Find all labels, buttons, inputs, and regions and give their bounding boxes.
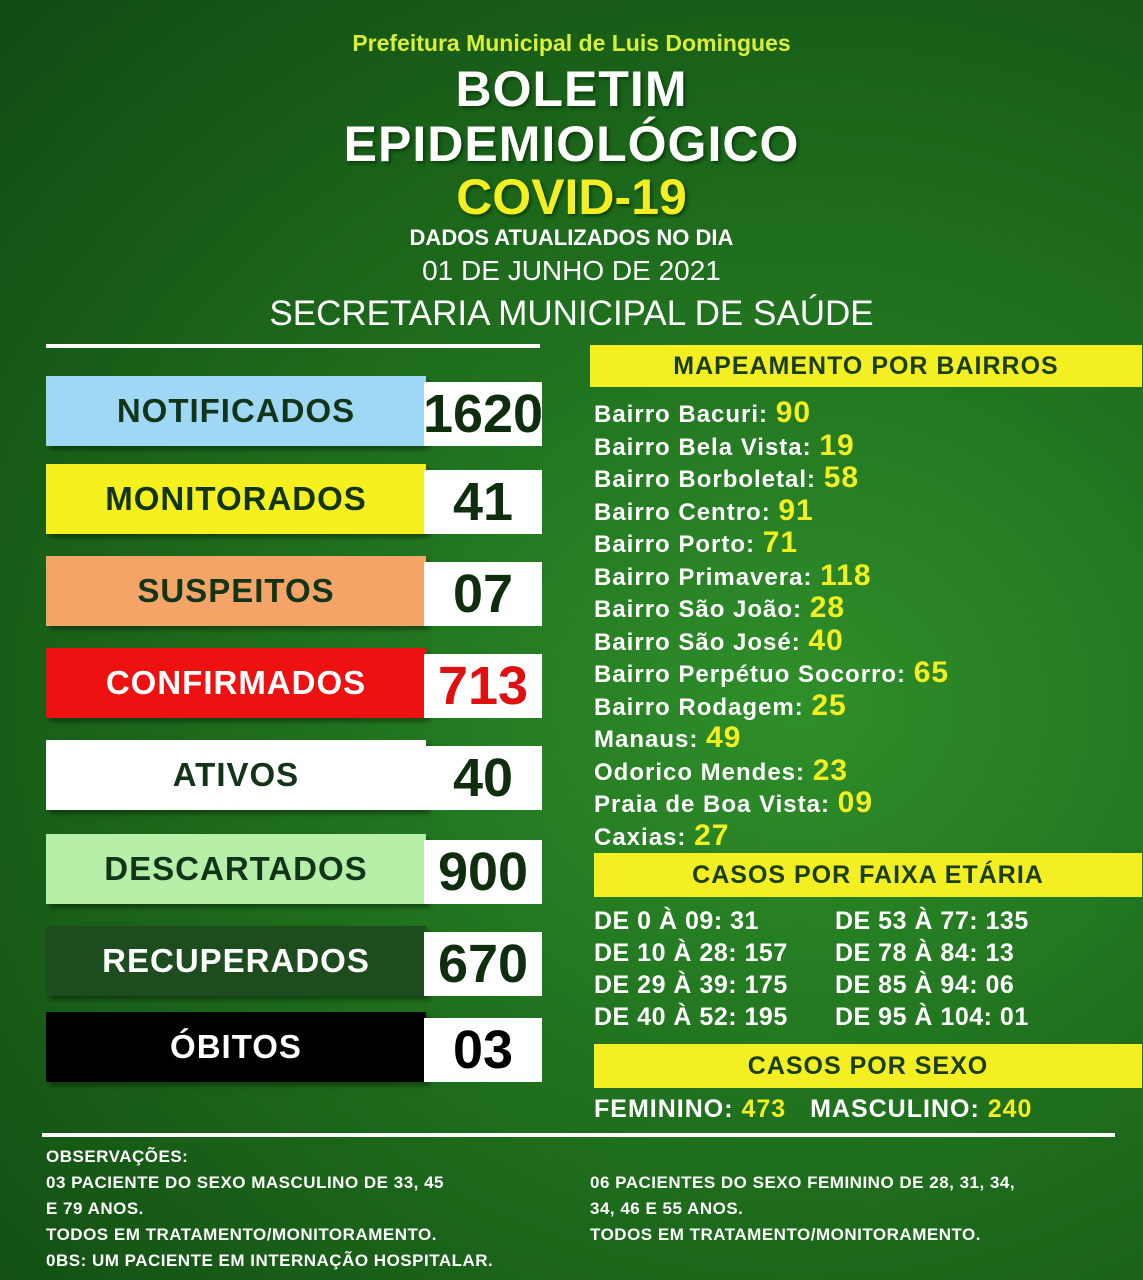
list-item: DE 0 À 09: 31 bbox=[594, 907, 759, 935]
list-item: DE 29 À 39: 175 bbox=[594, 971, 788, 999]
title-boletim: BOLETIM bbox=[455, 61, 688, 117]
stat-label: ATIVOS bbox=[46, 740, 426, 810]
list-item: Bairro Centro: 91 bbox=[594, 493, 814, 527]
list-item: Bairro Bela Vista: 19 bbox=[594, 428, 855, 462]
list-item: Praia de Boa Vista: 09 bbox=[594, 786, 874, 819]
stat-value: 900 bbox=[424, 840, 542, 904]
list-item: DE 85 À 94: 06 bbox=[835, 971, 1015, 999]
stat-obitos bbox=[46, 1012, 542, 1082]
stat-label: ÓBITOS bbox=[46, 1012, 426, 1082]
stat-label: CONFIRMADOS bbox=[46, 648, 426, 718]
title-epidemiologico: EPIDEMIOLÓGICO bbox=[343, 116, 800, 172]
list-item: Manaus: 49 bbox=[594, 721, 742, 754]
sexo-row bbox=[594, 1095, 1032, 1124]
list-item: DE 53 À 77: 135 bbox=[835, 907, 1029, 935]
list-item: Bairro São João: 28 bbox=[594, 591, 846, 624]
update-label: DADOS ATUALIZADOS NO DIA bbox=[409, 225, 734, 250]
list-item: DE 40 À 52: 195 bbox=[594, 1003, 788, 1031]
stat-label: NOTIFICADOS bbox=[46, 376, 426, 446]
stat-value: 1620 bbox=[422, 384, 544, 444]
list-item: Bairro Borboletal: 58 bbox=[594, 461, 860, 494]
list-item: Bairro Primavera: 118 bbox=[594, 558, 872, 592]
municipality-name: Prefeitura Municipal de Luis Domingues bbox=[352, 30, 791, 56]
stat-value: 41 bbox=[424, 470, 542, 534]
stat-ativos bbox=[46, 740, 542, 810]
stat-label: DESCARTADOS bbox=[46, 834, 426, 904]
stat-recuperados bbox=[46, 926, 542, 996]
stat-label: RECUPERADOS bbox=[46, 926, 426, 996]
masc-label: MASCULINO: bbox=[810, 1095, 980, 1123]
observations-right bbox=[590, 1170, 1015, 1248]
faixa-right-column bbox=[835, 905, 1029, 1033]
fem-label: FEMININO: bbox=[594, 1095, 734, 1123]
stat-label: MONITORADOS bbox=[46, 464, 426, 534]
faixa-left-column bbox=[594, 905, 788, 1033]
sexo-header: CASOS POR SEXO bbox=[594, 1044, 1142, 1088]
bairros-header: MAPEAMENTO POR BAIRROS bbox=[590, 345, 1142, 387]
faixa-etaria-header: CASOS POR FAIXA ETÁRIA bbox=[594, 853, 1142, 897]
stat-label: SUSPEITOS bbox=[46, 556, 426, 626]
obs-line: OBSERVAÇÕES: bbox=[46, 1147, 189, 1166]
obs-line: 06 PACIENTES DO SEXO FEMININO DE 28, 31, 34, bbox=[590, 1173, 1016, 1192]
list-item: DE 78 À 84: 13 bbox=[835, 939, 1015, 967]
obs-line: 03 PACIENTE DO SEXO MASCULINO DE 33, 45 bbox=[46, 1173, 444, 1192]
stat-value: 03 bbox=[424, 1018, 542, 1082]
list-item: Bairro Bacuri: 90 bbox=[594, 396, 812, 429]
title-covid: COVID-19 bbox=[456, 169, 687, 225]
obs-line: 34, 46 E 55 ANOS. bbox=[590, 1199, 744, 1218]
stat-notificados bbox=[46, 376, 542, 446]
list-item: Bairro Perpétuo Socorro: 65 bbox=[594, 656, 950, 689]
stat-monitorados bbox=[46, 464, 542, 534]
update-date: 01 DE JUNHO DE 2021 bbox=[422, 255, 721, 286]
bairros-list bbox=[594, 396, 1134, 851]
list-item: Odorico Mendes: 23 bbox=[594, 753, 849, 787]
stat-value: 670 bbox=[424, 932, 542, 996]
divider-bottom bbox=[42, 1133, 1115, 1137]
obs-line: TODOS EM TRATAMENTO/MONITORAMENTO. bbox=[46, 1225, 437, 1244]
list-item: Bairro Rodagem: 25 bbox=[594, 688, 847, 722]
observations-left bbox=[46, 1144, 493, 1274]
list-item: Bairro Porto: 71 bbox=[594, 526, 799, 559]
obs-line: TODOS EM TRATAMENTO/MONITORAMENTO. bbox=[590, 1225, 981, 1244]
stat-descartados bbox=[46, 834, 542, 904]
obs-line: E 79 ANOS. bbox=[46, 1199, 144, 1218]
obs-line: 0BS: UM PACIENTE EM INTERNAÇÃO HOSPITALAR. bbox=[46, 1251, 494, 1270]
list-item: DE 10 À 28: 157 bbox=[594, 939, 788, 967]
stat-value: 40 bbox=[424, 746, 542, 810]
department-name: SECRETARIA MUNICIPAL DE SAÚDE bbox=[269, 294, 874, 333]
masc-value: 240 bbox=[987, 1095, 1033, 1123]
stat-value: 07 bbox=[424, 562, 542, 626]
fem-value: 473 bbox=[741, 1095, 787, 1123]
stat-value: 713 bbox=[424, 654, 542, 718]
list-item: Caxias: 27 bbox=[594, 818, 730, 852]
list-item: Bairro São José: 40 bbox=[594, 623, 844, 657]
list-item: DE 95 À 104: 01 bbox=[835, 1003, 1029, 1031]
divider-top-left bbox=[46, 344, 540, 348]
stat-confirmados bbox=[46, 648, 542, 718]
stat-suspeitos bbox=[46, 556, 542, 626]
